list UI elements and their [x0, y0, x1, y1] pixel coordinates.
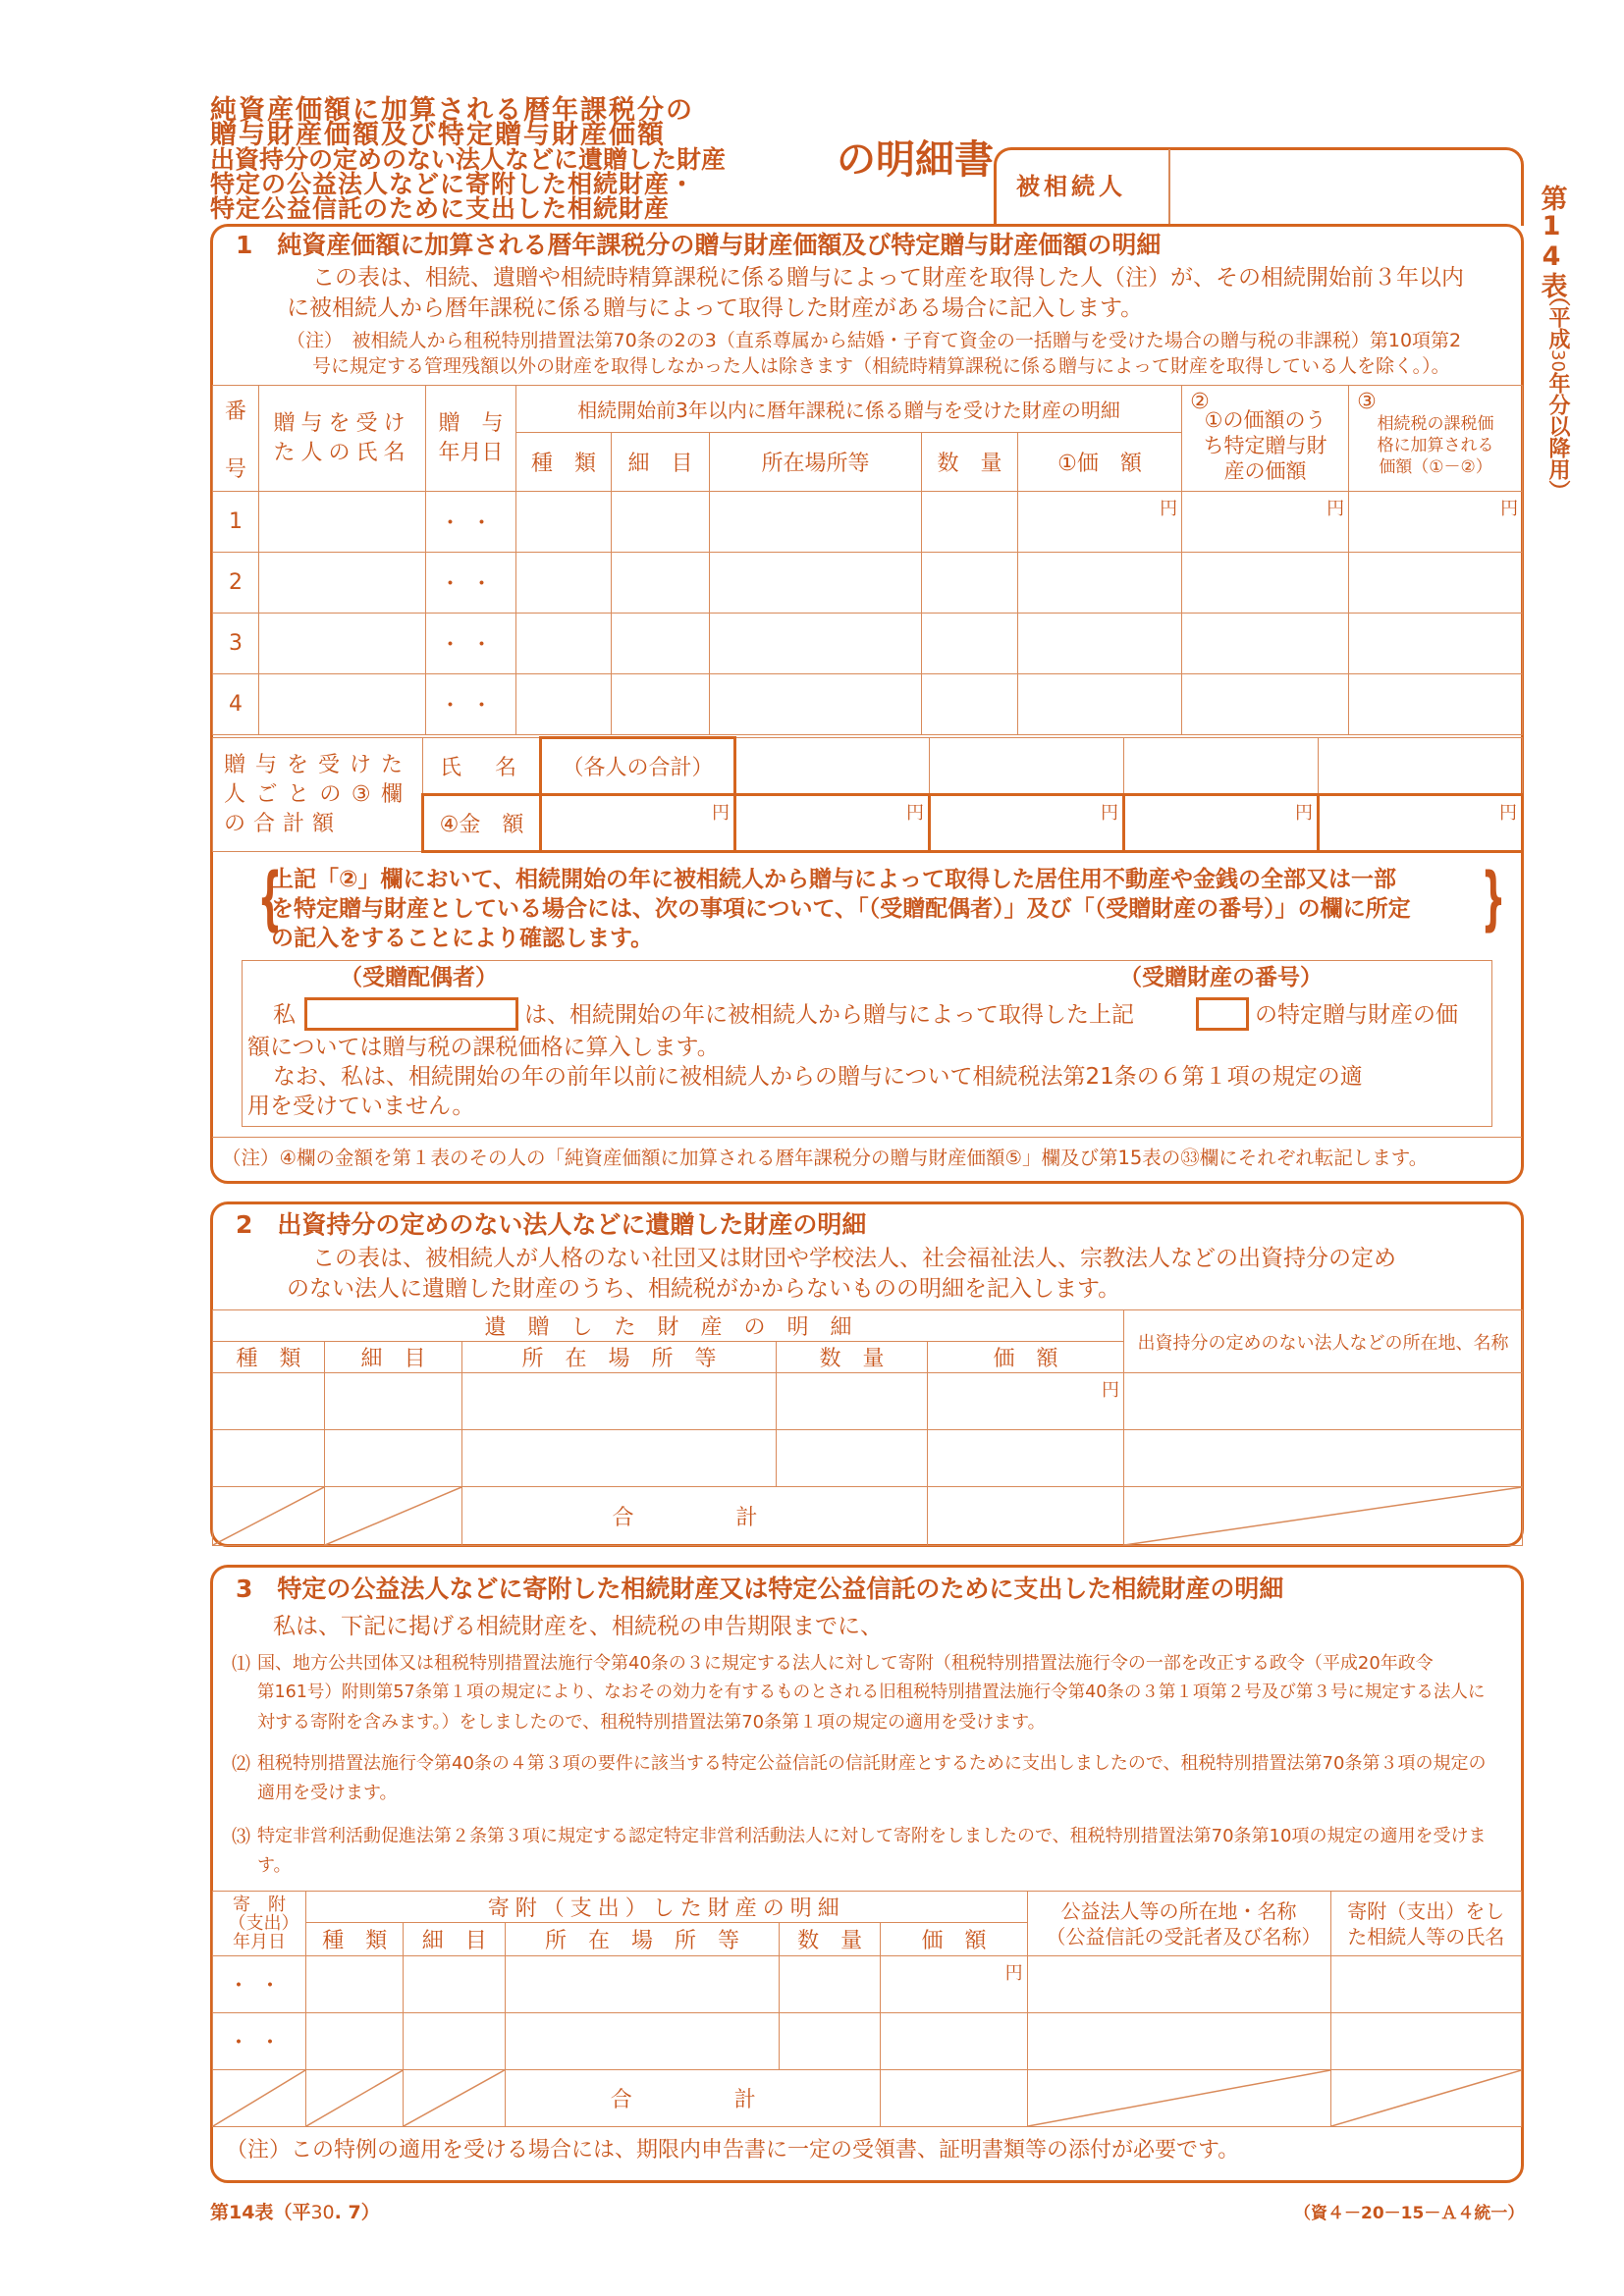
table-row: [213, 492, 1523, 553]
detail-cell[interactable]: [612, 492, 710, 553]
kind-cell[interactable]: [516, 553, 612, 614]
total-slash-cell: [404, 2070, 506, 2127]
section3-intro: 私は、下記に掲げる相続財産を、相続税の申告期限までに、: [273, 1614, 883, 1639]
section3-p1-line2: 第161号）附則第57条第１項の規定により、なおその効力を有するものとされる旧租税特別措置法施行令第40条の３第１項第２号及び第３号に規定する法人に: [257, 1682, 1486, 1702]
detail-cell[interactable]: [325, 1430, 462, 1487]
spouse-name-field[interactable]: [304, 997, 518, 1031]
section1-summary-table: [212, 736, 1524, 853]
property-number-label: （受贈財産の番号）: [1119, 965, 1323, 990]
header-value: 価 額: [881, 1923, 1027, 1956]
form-title: [210, 95, 829, 223]
detail-cell[interactable]: [404, 1956, 506, 2013]
value-cell[interactable]: [928, 1430, 1124, 1487]
quantity-cell[interactable]: [922, 553, 1018, 614]
quantity-cell[interactable]: [922, 614, 1018, 674]
total-slash-cell: [213, 1487, 325, 1546]
taxable-add-cell[interactable]: 円: [1349, 492, 1523, 553]
side-form-label: [1534, 185, 1569, 298]
gift-date-cell[interactable]: ・・: [426, 614, 516, 674]
total-slash-cell: [306, 2070, 404, 2127]
org-cell[interactable]: [1124, 1430, 1523, 1487]
confirm-line2: 額については贈与税の課税価格に算入します。: [247, 1035, 720, 1060]
footer-prefix: 第14表（平: [210, 2202, 311, 2223]
decedent-label: 被相続人: [1016, 173, 1126, 200]
side-label-year: 30: [1547, 349, 1568, 372]
header-org: 公益法人等の所在地・名称（公益信託の受託者及び名称）: [1027, 1892, 1330, 1956]
specified-gift-cell[interactable]: [1182, 614, 1349, 674]
title-line-3: 出資持分の定めのない法人などに遺贈した財産: [210, 145, 727, 174]
value-cell[interactable]: 円: [881, 1956, 1027, 2013]
table-row: [213, 2013, 1522, 2070]
quantity-cell[interactable]: [922, 492, 1018, 553]
specified-gift-cell[interactable]: [1182, 553, 1349, 614]
header-quantity: 数 量: [779, 1923, 881, 1956]
row-number: 2: [213, 553, 259, 614]
footer-suffix: . 7）: [334, 2202, 380, 2223]
location-cell[interactable]: [710, 674, 922, 735]
specified-gift-cell[interactable]: 円: [1182, 492, 1349, 553]
kind-cell[interactable]: [306, 1956, 404, 2013]
quantity-cell[interactable]: [777, 1430, 928, 1487]
section1-gift-table: [212, 385, 1523, 735]
summary-name-cell[interactable]: [735, 738, 930, 795]
total-slash-cell: [213, 2070, 306, 2127]
summary-total-note: （各人の合計）: [541, 738, 735, 795]
kind-cell[interactable]: [213, 1430, 325, 1487]
kind-cell[interactable]: [516, 614, 612, 674]
section1-note-2: 号に規定する管理残額以外の財産を取得しなかった人は除きます（相続時精算課税に係る贈与によって財産を取得している人を除く。）。: [312, 355, 1450, 377]
section3-p2-line1: 租税特別措置法施行令第40条の４第３項の要件に該当する特定公益信託の信託財産とするために支出しましたので、租税特別措置法第70条第３項の規定の: [257, 1753, 1487, 1774]
header-location: 所 在 場 所 等: [506, 1923, 780, 1956]
taxable-add-cell[interactable]: [1349, 674, 1523, 735]
detail-cell[interactable]: [612, 674, 710, 735]
section2-intro-2: のない法人に遺贈した財産のうち、相続税がかからないものの明細を記入します。: [287, 1276, 1121, 1302]
title-line-2: 贈与財産価額及び特定贈与財産価額: [210, 120, 666, 150]
footer-year: 30: [310, 2202, 335, 2223]
taxable-add-cell[interactable]: [1349, 614, 1523, 674]
kind-cell[interactable]: [306, 2013, 404, 2070]
summary-amount-cell[interactable]: 円: [735, 795, 930, 852]
donation-date-cell[interactable]: ・・: [213, 1956, 306, 2013]
header-kind: 種 類: [306, 1923, 404, 1956]
title-suffix: の明細書: [837, 137, 994, 183]
location-cell[interactable]: [462, 1373, 777, 1430]
header-quantity: 数 量: [777, 1342, 928, 1373]
summary-label: 贈与を受けた人ごとの③欄の合計額: [213, 738, 423, 852]
section1-intro-2: に被相続人から暦年課税に係る贈与によって取得した財産がある場合に記入します。: [287, 295, 1144, 321]
summary-name-label: 氏 名: [423, 738, 541, 795]
taxable-add-cell[interactable]: [1349, 553, 1523, 614]
confirm-line3: なお、私は、相続開始の年の前年以前に被相続人からの贈与について相続税法第21条の６第１項の規定の適: [273, 1064, 1363, 1090]
header-gift-date: 贈 与年月日: [426, 386, 516, 492]
side-label-sub-prefix: （平成: [1545, 285, 1570, 349]
table-row: [213, 614, 1523, 674]
gift-date-cell[interactable]: ・・: [426, 553, 516, 614]
table-row: [213, 1430, 1523, 1487]
side-label-main: 第14表: [1536, 185, 1567, 298]
confirm-text-3: の記入をすることにより確認します。: [271, 926, 654, 951]
kind-cell[interactable]: [213, 1373, 325, 1430]
total-label: 合 計: [506, 2070, 881, 2127]
total-label: 合 計: [462, 1487, 928, 1546]
quantity-cell[interactable]: [779, 1956, 881, 2013]
gift-date-cell[interactable]: ・・: [426, 674, 516, 735]
recipient-name-cell[interactable]: [259, 614, 426, 674]
quantity-cell[interactable]: [922, 674, 1018, 735]
header-quantity: 数 量: [922, 433, 1018, 492]
value-cell[interactable]: [881, 2013, 1027, 2070]
org-cell[interactable]: [1027, 1956, 1330, 2013]
summary-amount-label: ④金 額: [423, 795, 541, 852]
section1-intro-1: この表は、相続、遺贈や相続時精算課税に係る贈与によって財産を取得した人（注）が、その相続開始前３年以内: [312, 265, 1464, 291]
header-gift-group: 相続開始前3年以内に暦年課税に係る贈与を受けた財産の明細: [516, 386, 1182, 433]
donor-cell[interactable]: [1330, 1956, 1522, 2013]
summary-amount-cell[interactable]: 円: [1319, 795, 1523, 852]
value-cell[interactable]: 円: [1018, 492, 1182, 553]
section3-p3-num: ⑶: [232, 1826, 251, 1847]
total-value-cell[interactable]: [881, 2070, 1027, 2127]
confirm-line1-b: は、相続開始の年に被相続人から贈与によって取得した上記: [524, 1002, 1134, 1028]
section2-bequest-table: [212, 1309, 1523, 1546]
total-row: [213, 2070, 1522, 2127]
decedent-name-field[interactable]: [1172, 151, 1518, 224]
section3-heading: 3 特定の公益法人などに寄附した相続財産又は特定公益信託のために支出した相続財産の明細: [236, 1575, 1284, 1603]
section3-p1-line3: 対する寄附を含みます。）をしましたので、租税特別措置法第70条第１項の規定の適用を受けます。: [257, 1712, 1046, 1733]
detail-cell[interactable]: [404, 2013, 506, 2070]
donation-group-header: 寄附（支出）した財産の明細: [306, 1892, 1028, 1923]
summary-name-cell[interactable]: [1124, 738, 1319, 795]
gift-date-cell[interactable]: ・・: [426, 492, 516, 553]
header-detail: 細 目: [404, 1923, 506, 1956]
confirm-line4: 用を受けていません。: [247, 1094, 475, 1119]
header-org: 出資持分の定めのない法人などの所在地、名称: [1124, 1310, 1523, 1373]
recipient-name-cell[interactable]: [259, 492, 426, 553]
section1-heading: 1 純資産価額に加算される暦年課税分の贈与財産価額及び特定贈与財産価額の明細: [236, 231, 1162, 259]
value-cell[interactable]: [1018, 614, 1182, 674]
value-cell[interactable]: 円: [928, 1373, 1124, 1430]
org-cell[interactable]: [1027, 2013, 1330, 2070]
header-location: 所在場所等: [710, 433, 922, 492]
total-slash-cell: [1330, 2070, 1522, 2127]
detail-cell[interactable]: [612, 614, 710, 674]
section1-note-1: （注） 被相続人から租税特別措置法第70条の2の3（直系尊属から結婚・子育て資金の一括贈与を受けた場合の贈与税の非課税）第10項第2: [287, 330, 1462, 351]
section2-heading: 2 出資持分の定めのない法人などに遺贈した財産の明細: [236, 1210, 867, 1239]
section3-donation-table: [212, 1891, 1522, 2127]
header-donation-date: 寄 附（支出）年月日: [213, 1892, 306, 1956]
quantity-cell[interactable]: [779, 2013, 881, 2070]
total-slash-cell: [325, 1487, 462, 1546]
row-number: 1: [213, 492, 259, 553]
summary-total-amount[interactable]: 円: [541, 795, 735, 852]
summary-amount-cell[interactable]: 円: [1124, 795, 1319, 852]
quantity-cell[interactable]: [777, 1373, 928, 1430]
footer-form-code: [210, 2204, 380, 2222]
recipient-name-cell[interactable]: [259, 674, 426, 735]
confirm-text-1: 上記「②」欄において、相続開始の年に被相続人から贈与によって取得した居住用不動産や金銭の全部又は一部: [271, 867, 1397, 892]
confirm-bracket-left: {: [257, 858, 283, 938]
value-cell[interactable]: [1018, 553, 1182, 614]
summary-amount-cell[interactable]: 円: [930, 795, 1124, 852]
section2-intro-1: この表は、被相続人が人格のない社団又は財団や学校法人、社会福祉法人、宗教法人などの出資持分の定め: [312, 1246, 1396, 1271]
donation-date-cell[interactable]: ・・: [213, 2013, 306, 2070]
kind-cell[interactable]: [516, 492, 612, 553]
row-number: 4: [213, 674, 259, 735]
total-slash-cell: [1027, 2070, 1330, 2127]
row-number: 3: [213, 614, 259, 674]
header-detail: 細 目: [612, 433, 710, 492]
header-donor: 寄附（支出）をした相続人等の氏名: [1330, 1892, 1522, 1956]
total-row: [213, 1487, 1523, 1546]
location-cell[interactable]: [506, 2013, 780, 2070]
location-cell[interactable]: [462, 1430, 777, 1487]
section3-p2-line2: 適用を受けます。: [257, 1783, 398, 1803]
confirm-text-2: を特定贈与財産としている場合には、次の事項について、「（受贈配偶者）」及び「（受贈財産の番号）」の欄に所定: [271, 896, 1411, 922]
footer-doc-code: （資４－20－15－Ａ４統一）: [1294, 2204, 1525, 2223]
confirm-line1-a: 私: [273, 1002, 296, 1028]
recipient-name-cell[interactable]: [259, 553, 426, 614]
header-recipient: 贈与を受けた人の氏名: [259, 386, 426, 492]
title-line-5: 特定公益信託のために支出した相続財産: [210, 194, 671, 223]
kind-cell[interactable]: [516, 674, 612, 735]
table-row: [213, 1956, 1522, 2013]
bequest-group-header: 遺 贈 し た 財 産 の 明 細: [213, 1310, 1124, 1342]
summary-name-cell[interactable]: [1319, 738, 1523, 795]
location-cell[interactable]: [710, 553, 922, 614]
detail-cell[interactable]: [612, 553, 710, 614]
header-number: 番 号: [213, 386, 259, 492]
section3-p2-num: ⑵: [232, 1753, 251, 1775]
location-cell[interactable]: [710, 492, 922, 553]
confirm-line1-c: の特定贈与財産の価: [1255, 1002, 1458, 1028]
section1-footnote: （注）④欄の金額を第１表のその人の「純資産価額に加算される暦年課税分の贈与財産価額⑤」欄及び第15表の㉝欄にそれぞれ転記します。: [222, 1147, 1429, 1169]
header-taxable-add: ③ 相続税の課税価格に加算される価額（①－②）: [1349, 386, 1523, 492]
table-row: [213, 674, 1523, 735]
title-line-4: 特定の公益法人などに寄附した相続財産・: [210, 170, 696, 198]
title-line-1: 純資産価額に加算される暦年課税分の: [210, 95, 694, 126]
spouse-label: （受贈配偶者）: [340, 965, 498, 990]
detail-cell[interactable]: [325, 1373, 462, 1430]
section3-footnote: （注）この特例の適用を受ける場合には、期限内申告書に一定の受領書、証明書類等の添付が必要です。: [226, 2138, 1240, 2163]
total-slash-cell: [1124, 1487, 1523, 1546]
section3-p1-num: ⑴: [232, 1653, 251, 1675]
table-row: [213, 1373, 1523, 1430]
specified-gift-cell[interactable]: [1182, 674, 1349, 735]
confirm-bracket-right: }: [1481, 858, 1506, 938]
header-kind: 種 類: [516, 433, 612, 492]
header-specified-gift: ② ①の価額のうち特定贈与財産の価額: [1182, 386, 1349, 492]
header-value: 価 額: [928, 1342, 1124, 1373]
table-row: [213, 553, 1523, 614]
location-cell[interactable]: [710, 614, 922, 674]
side-label-sub: [1534, 285, 1569, 502]
summary-name-cell[interactable]: [930, 738, 1124, 795]
section3-p3-line2: す。: [257, 1855, 292, 1876]
org-cell[interactable]: [1124, 1373, 1523, 1430]
header-value: ①価 額: [1018, 433, 1182, 492]
header-location: 所 在 場 所 等: [462, 1342, 777, 1373]
value-cell[interactable]: [1018, 674, 1182, 735]
total-value-cell[interactable]: [928, 1487, 1124, 1546]
location-cell[interactable]: [506, 1956, 780, 2013]
section3-p3-line1: 特定非営利活動促進法第２条第３項に規定する認定特定非営利活動法人に対して寄附をしましたので、租税特別措置法第70条第10項の規定の適用を受けま: [257, 1826, 1487, 1846]
donor-cell[interactable]: [1330, 2013, 1522, 2070]
header-kind: 種 類: [213, 1342, 325, 1373]
property-number-field[interactable]: [1196, 997, 1249, 1031]
section3-p1-line1: 国、地方公共団体又は租税特別措置法施行令第40条の３に規定する法人に対して寄附（租税特別措置法施行令の一部を改正する政令（平成20年政令: [257, 1653, 1434, 1674]
header-detail: 細 目: [325, 1342, 462, 1373]
side-label-sub-suffix: 年分以降用）: [1545, 371, 1570, 502]
